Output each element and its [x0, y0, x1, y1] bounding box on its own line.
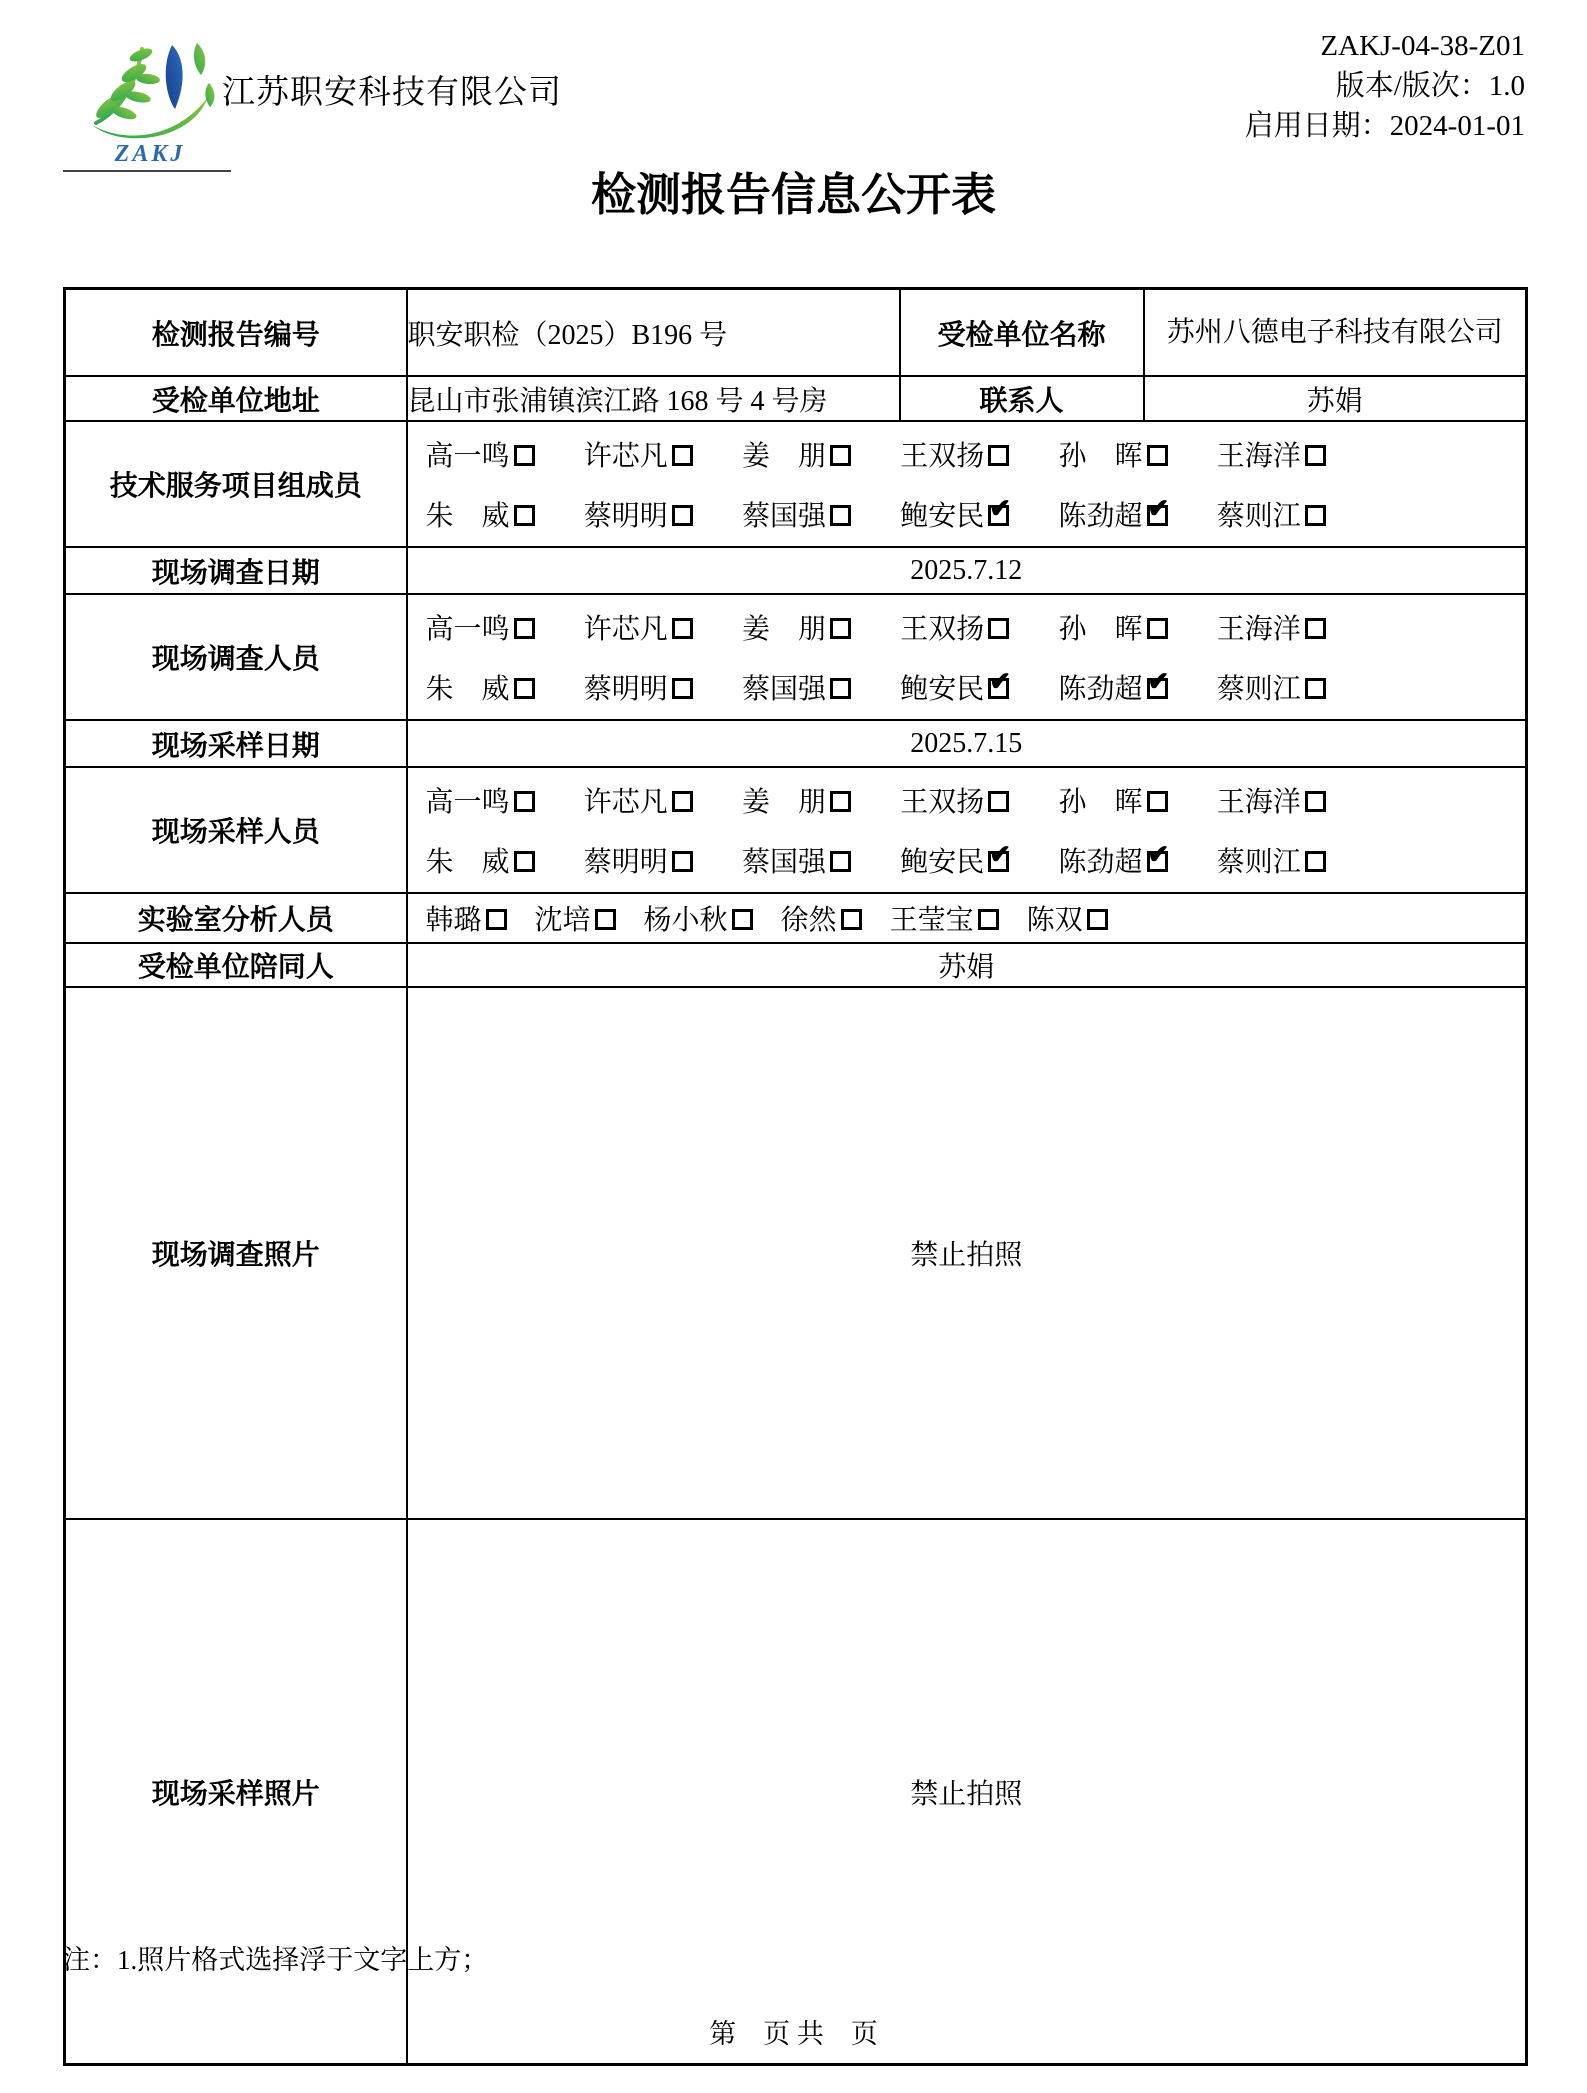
checkbox-icon[interactable] [1305, 678, 1326, 699]
member-name: 孙 晖 [1058, 614, 1143, 645]
checkbox-checked-icon[interactable] [1147, 678, 1168, 699]
row-survey-staff [65, 594, 1527, 720]
row-team-members [65, 421, 1527, 547]
member-item [1059, 840, 1217, 880]
sampling-date-label: 现场采样日期 [65, 720, 407, 767]
checkbox-checked-icon[interactable] [988, 678, 1009, 699]
checkbox-icon[interactable] [1087, 909, 1108, 930]
contact-label: 联系人 [900, 376, 1144, 421]
member-name: 王海洋 [1216, 787, 1301, 818]
member-name: 孙 晖 [1058, 787, 1143, 818]
member-item [781, 898, 862, 938]
row-lab-staff [65, 893, 1527, 943]
checkbox-icon[interactable] [672, 678, 693, 699]
member-name: 沈培 [534, 905, 591, 936]
checkbox-icon[interactable] [988, 445, 1009, 466]
survey-staff-cell [407, 594, 1527, 720]
member-name: 蔡明明 [583, 674, 668, 705]
checkbox-icon[interactable] [1305, 445, 1326, 466]
checkbox-icon[interactable] [1147, 791, 1168, 812]
survey-staff-label: 现场调查人员 [65, 594, 407, 720]
checkbox-icon[interactable] [978, 909, 999, 930]
checkbox-icon[interactable] [1305, 505, 1326, 526]
checkbox-icon[interactable] [1305, 791, 1326, 812]
checkbox-icon[interactable] [672, 791, 693, 812]
checkbox-checked-icon[interactable] [988, 851, 1009, 872]
member-name: 蔡国强 [742, 501, 827, 532]
member-name: 王海洋 [1216, 441, 1301, 472]
row-sampling-date [65, 720, 1527, 767]
member-name: 蔡明明 [583, 847, 668, 878]
doc-code: ZAKJ-04-38-Z01 [1320, 30, 1525, 62]
checkbox-icon[interactable] [830, 618, 851, 639]
member-name: 王双扬 [900, 614, 985, 645]
row-sampling-photo [65, 1519, 1527, 2065]
unit-addr-label: 受检单位地址 [65, 376, 407, 421]
member-name: 陈劲超 [1058, 847, 1143, 878]
checkbox-icon[interactable] [672, 445, 693, 466]
member-name: 徐然 [780, 905, 837, 936]
checkbox-icon[interactable] [672, 505, 693, 526]
checkbox-icon[interactable] [830, 445, 851, 466]
row-survey-date [65, 547, 1527, 594]
doc-meta [1245, 26, 1525, 146]
checkbox-icon[interactable] [830, 678, 851, 699]
member-item [1059, 607, 1217, 647]
survey-date-label: 现场调查日期 [65, 547, 407, 594]
member-name: 姜 朋 [742, 614, 827, 645]
unit-name-value: 苏州八德电子科技有限公司 [1144, 289, 1527, 377]
member-item [1059, 434, 1217, 474]
member-name: 陈劲超 [1058, 501, 1143, 532]
checkbox-icon[interactable] [514, 791, 535, 812]
checkbox-icon[interactable] [672, 618, 693, 639]
sampling-date-value: 2025.7.15 [407, 720, 1527, 767]
row-sampling-staff [65, 767, 1527, 893]
member-item [900, 840, 1058, 880]
sampling-staff-label: 现场采样人员 [65, 767, 407, 893]
checkbox-icon[interactable] [988, 791, 1009, 812]
member-name: 朱 威 [425, 674, 510, 705]
checkbox-icon[interactable] [830, 851, 851, 872]
report-no-value: 职安职检（2025）B196 号 [407, 289, 900, 377]
company-name: 江苏职安科技有限公司 [222, 75, 562, 111]
row-accompany [65, 943, 1527, 987]
checkbox-icon[interactable] [1147, 618, 1168, 639]
member-item [1059, 780, 1217, 820]
checkbox-icon[interactable] [988, 618, 1009, 639]
member-item [426, 667, 584, 707]
member-item [742, 780, 900, 820]
member-name: 杨小秋 [643, 905, 728, 936]
row-report-no [65, 289, 1527, 377]
checkbox-icon[interactable] [732, 909, 753, 930]
sampling-staff-cell [407, 767, 1527, 893]
row-unit-address [65, 376, 1527, 421]
accompany-value: 苏娟 [407, 943, 1527, 987]
member-item [742, 607, 900, 647]
survey-photo-label: 现场调查照片 [65, 987, 407, 1519]
member-name: 陈劲超 [1058, 674, 1143, 705]
member-item [584, 840, 742, 880]
member-item [426, 494, 584, 534]
member-name: 许芯凡 [583, 614, 668, 645]
member-name: 朱 威 [425, 501, 510, 532]
member-name: 许芯凡 [583, 441, 668, 472]
member-item [890, 898, 999, 938]
logo-text: ZAKJ [114, 141, 186, 167]
member-name: 王双扬 [900, 787, 985, 818]
checkbox-icon[interactable] [1305, 618, 1326, 639]
member-item [900, 667, 1058, 707]
member-name: 鲍安民 [900, 501, 985, 532]
member-name: 陈双 [1026, 905, 1083, 936]
checkbox-icon[interactable] [841, 909, 862, 930]
member-item [426, 840, 584, 880]
member-item [742, 434, 900, 474]
member-name: 王双扬 [900, 441, 985, 472]
row-survey-photo [65, 987, 1527, 1519]
member-item [1027, 898, 1108, 938]
member-item [584, 667, 742, 707]
doc-version: 版本/版次：1.0 [1335, 70, 1525, 102]
member-item [1217, 494, 1375, 534]
unit-name-label: 受检单位名称 [900, 289, 1144, 377]
member-item [1217, 667, 1375, 707]
unit-addr-value: 昆山市张浦镇滨江路 168 号 4 号房 [407, 376, 900, 421]
checkbox-icon[interactable] [830, 505, 851, 526]
member-item [584, 434, 742, 474]
team-members-cell [407, 421, 1527, 547]
survey-photo-value: 禁止拍照 [407, 987, 1527, 1519]
member-item [900, 434, 1058, 474]
report-info-table [63, 287, 1528, 2066]
company-logo [75, 33, 225, 168]
member-name: 姜 朋 [742, 441, 827, 472]
member-item [426, 780, 584, 820]
member-name: 蔡则江 [1216, 847, 1301, 878]
checkbox-icon[interactable] [830, 791, 851, 812]
member-item [1059, 667, 1217, 707]
member-item [1217, 780, 1375, 820]
sampling-photo-value: 禁止拍照 [407, 1519, 1527, 2065]
lab-staff-cell [407, 893, 1527, 943]
member-name: 许芯凡 [583, 787, 668, 818]
team-label: 技术服务项目组成员 [65, 421, 407, 547]
member-name: 高一鸣 [425, 787, 510, 818]
member-item [426, 607, 584, 647]
checkbox-icon[interactable] [514, 851, 535, 872]
member-name: 韩璐 [425, 905, 482, 936]
member-item [584, 494, 742, 534]
checkbox-checked-icon[interactable] [1147, 851, 1168, 872]
member-item [426, 434, 584, 474]
member-item [1059, 494, 1217, 534]
checkbox-icon[interactable] [514, 445, 535, 466]
member-item [1217, 607, 1375, 647]
member-name: 高一鸣 [425, 441, 510, 472]
member-item [900, 780, 1058, 820]
member-name: 孙 晖 [1058, 441, 1143, 472]
checkbox-icon[interactable] [1305, 851, 1326, 872]
member-item [742, 840, 900, 880]
page-number: 第 页 共 页 [709, 2019, 878, 2049]
member-name: 王海洋 [1216, 614, 1301, 645]
checkbox-icon[interactable] [672, 851, 693, 872]
member-item [535, 898, 616, 938]
member-name: 鲍安民 [900, 674, 985, 705]
checkbox-icon[interactable] [514, 505, 535, 526]
member-name: 鲍安民 [900, 847, 985, 878]
member-name: 蔡国强 [742, 847, 827, 878]
member-item [742, 667, 900, 707]
member-name: 蔡国强 [742, 674, 827, 705]
member-name: 蔡则江 [1216, 674, 1301, 705]
page-title: 检测报告信息公开表 [590, 170, 996, 220]
checkbox-checked-icon[interactable] [988, 505, 1009, 526]
member-item [742, 494, 900, 534]
footer-note: 注：1.照片格式选择浮于文字上方； [63, 1945, 489, 1975]
member-item [426, 898, 507, 938]
lab-staff-list [408, 894, 1526, 942]
team-members-grid [408, 422, 1526, 546]
member-name: 王莹宝 [889, 905, 974, 936]
member-item [584, 607, 742, 647]
sampling-staff-grid [408, 768, 1526, 892]
plant-logo-icon [80, 33, 220, 143]
member-name: 蔡则江 [1216, 501, 1301, 532]
member-name: 蔡明明 [583, 501, 668, 532]
member-item [900, 607, 1058, 647]
member-item [1217, 840, 1375, 880]
member-name: 高一鸣 [425, 614, 510, 645]
checkbox-checked-icon[interactable] [1147, 505, 1168, 526]
survey-staff-grid [408, 595, 1526, 719]
report-no-label: 检测报告编号 [65, 289, 407, 377]
sampling-photo-label: 现场采样照片 [65, 1519, 407, 2065]
member-item [644, 898, 753, 938]
checkbox-icon[interactable] [1147, 445, 1168, 466]
checkbox-icon[interactable] [514, 618, 535, 639]
survey-date-value: 2025.7.12 [407, 547, 1527, 594]
checkbox-icon[interactable] [595, 909, 616, 930]
member-item [900, 494, 1058, 534]
checkbox-icon[interactable] [486, 909, 507, 930]
member-name: 姜 朋 [742, 787, 827, 818]
contact-value: 苏娟 [1144, 376, 1527, 421]
checkbox-icon[interactable] [514, 678, 535, 699]
member-item [584, 780, 742, 820]
accompany-label: 受检单位陪同人 [65, 943, 407, 987]
doc-start-date: 启用日期：2024-01-01 [1244, 110, 1525, 142]
member-name: 朱 威 [425, 847, 510, 878]
member-item [1217, 434, 1375, 474]
lab-staff-label: 实验室分析人员 [65, 893, 407, 943]
